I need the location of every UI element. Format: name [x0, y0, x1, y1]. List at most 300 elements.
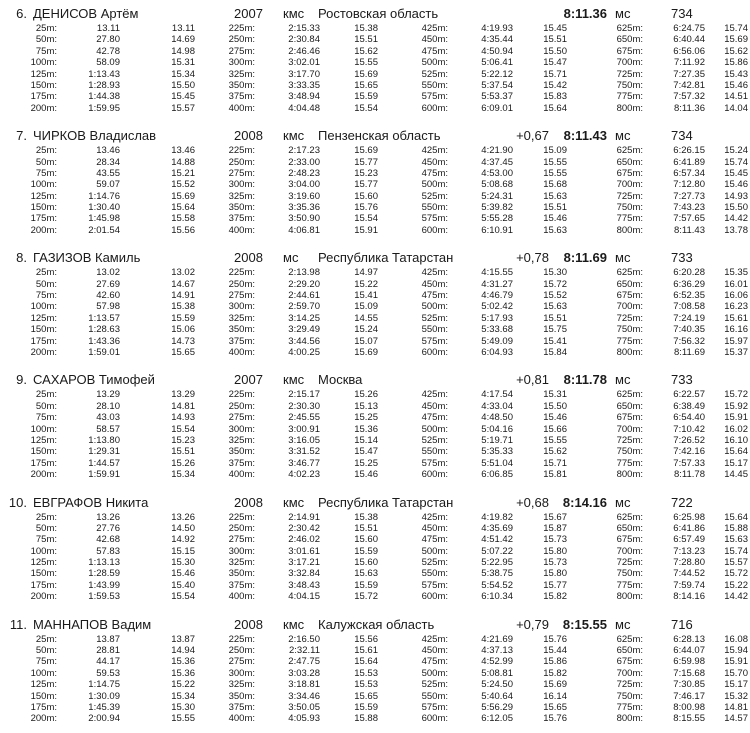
- split-cumulative-time: 7:13.23: [673, 545, 705, 557]
- split-distance-label: 800m:: [616, 713, 643, 725]
- split-lap-time: 15.07: [354, 335, 378, 347]
- split-distance-label: 325m:: [228, 190, 255, 202]
- points: 716: [671, 616, 693, 632]
- split-lap-time: 15.74: [724, 156, 748, 168]
- split-cumulative-time: 1:59.01: [88, 346, 120, 358]
- split-lap-time: 15.43: [724, 68, 748, 80]
- split-cumulative-time: 27.69: [96, 278, 120, 290]
- split-distance-label: 525m:: [421, 679, 448, 691]
- split-cumulative-time: 7:08.58: [673, 301, 705, 313]
- split-row: [0, 290, 750, 301]
- split-lap-time: 15.51: [543, 34, 567, 46]
- split-lap-time: 15.38: [354, 23, 378, 34]
- split-cumulative-time: 6:54.40: [673, 412, 705, 424]
- split-cumulative-time: 5:24.50: [481, 679, 513, 691]
- split-distance-label: 200m:: [30, 102, 57, 114]
- split-distance-label: 650m:: [616, 522, 643, 534]
- split-distance-label: 425m:: [421, 511, 448, 523]
- split-lap-time: 15.23: [171, 434, 195, 446]
- split-cumulative-time: 59.53: [96, 667, 120, 679]
- split-cumulative-time: 1:28.63: [88, 324, 120, 336]
- final-time: 8:11.36: [563, 6, 607, 21]
- split-lap-time: 14.81: [724, 701, 748, 713]
- split-row: [0, 469, 750, 480]
- split-cumulative-time: 2:15.33: [288, 23, 320, 34]
- time-gap: +0,78: [516, 250, 549, 266]
- split-row: [0, 179, 750, 190]
- split-row: [0, 191, 750, 202]
- split-cumulative-time: 5:08.68: [481, 179, 513, 191]
- split-row: [0, 645, 750, 656]
- split-distance-label: 150m:: [30, 79, 57, 91]
- split-distance-label: 275m:: [228, 290, 255, 302]
- split-cumulative-time: 2:29.20: [288, 278, 320, 290]
- split-cumulative-time: 6:24.75: [673, 23, 705, 34]
- split-cumulative-time: 2:46.46: [288, 45, 320, 57]
- split-distance-label: 225m:: [228, 633, 255, 645]
- split-distance-label: 475m:: [421, 45, 448, 57]
- split-lap-time: 13.78: [724, 224, 748, 236]
- split-row: [0, 69, 750, 80]
- split-distance-label: 200m:: [30, 713, 57, 725]
- split-lap-time: 15.70: [724, 667, 748, 679]
- split-distance-label: 800m:: [616, 224, 643, 236]
- split-cumulative-time: 8:11.69: [674, 346, 705, 358]
- result-rank: мс: [615, 616, 631, 632]
- split-distance-label: 400m:: [228, 224, 255, 236]
- split-cumulative-time: 5:54.52: [481, 579, 513, 591]
- split-cumulative-time: 4:04.15: [288, 591, 320, 603]
- split-cumulative-time: 27.80: [96, 34, 120, 46]
- split-lap-time: 15.45: [171, 91, 195, 103]
- split-distance-label: 550m:: [421, 324, 448, 336]
- split-lap-time: 16.01: [724, 278, 748, 290]
- split-lap-time: 15.86: [724, 57, 748, 69]
- split-lap-time: 15.41: [354, 290, 378, 302]
- split-lap-time: 15.56: [354, 633, 378, 645]
- split-lap-time: 15.37: [724, 346, 748, 358]
- split-cumulative-time: 1:13.57: [88, 312, 120, 324]
- split-distance-label: 100m:: [30, 301, 57, 313]
- split-distance-label: 200m:: [30, 591, 57, 603]
- split-cumulative-time: 1:59.53: [88, 591, 120, 603]
- split-cumulative-time: 7:46.17: [673, 690, 705, 702]
- split-distance-label: 550m:: [421, 690, 448, 702]
- split-lap-time: 15.57: [724, 557, 748, 569]
- split-row: [0, 336, 750, 347]
- split-cumulative-time: 7:11.92: [674, 57, 705, 69]
- split-cumulative-time: 4:17.54: [481, 389, 513, 401]
- split-lap-time: 15.88: [724, 522, 748, 534]
- entry-rank: кмс: [283, 128, 305, 144]
- split-distance-label: 475m:: [421, 534, 448, 546]
- split-lap-time: 15.91: [724, 656, 748, 668]
- split-cumulative-time: 2:01.54: [88, 224, 120, 236]
- split-cumulative-time: 4:06.81: [288, 224, 320, 236]
- split-cumulative-time: 4:19.82: [481, 511, 513, 523]
- split-cumulative-time: 3:31.52: [288, 446, 320, 458]
- split-cumulative-time: 6:57.34: [673, 167, 705, 179]
- split-distance-label: 325m:: [228, 679, 255, 691]
- entry-rank: кмс: [283, 494, 305, 510]
- split-distance-label: 625m:: [616, 145, 643, 157]
- swimmer-block: [0, 128, 750, 236]
- split-lap-time: 15.76: [543, 633, 567, 645]
- split-lap-time: 15.67: [543, 511, 567, 523]
- split-lap-time: 14.97: [354, 267, 378, 279]
- split-lap-time: 15.77: [543, 579, 567, 591]
- split-distance-label: 575m:: [421, 91, 448, 103]
- swimmer-block: [0, 372, 750, 480]
- split-distance-label: 425m:: [421, 633, 448, 645]
- split-lap-time: 15.77: [354, 156, 378, 168]
- points: 734: [671, 128, 693, 144]
- split-cumulative-time: 3:44.56: [288, 335, 320, 347]
- split-row: [0, 80, 750, 91]
- split-cumulative-time: 4:04.48: [288, 102, 320, 114]
- split-distance-label: 425m:: [421, 389, 448, 401]
- split-cumulative-time: 2:30.84: [288, 34, 320, 46]
- swimmer-place: 6.: [16, 6, 27, 21]
- split-row: [0, 202, 750, 213]
- split-cumulative-time: 6:56.06: [673, 45, 705, 57]
- split-lap-time: 15.58: [171, 213, 195, 225]
- split-lap-time: 15.30: [171, 557, 195, 569]
- split-row: [0, 103, 750, 114]
- split-lap-time: 15.60: [354, 534, 378, 546]
- split-distance-label: 175m:: [30, 457, 57, 469]
- split-distance-label: 325m:: [228, 312, 255, 324]
- split-cumulative-time: 42.60: [96, 290, 120, 302]
- split-lap-time: 15.77: [354, 179, 378, 191]
- split-cumulative-time: 8:00.98: [673, 701, 705, 713]
- split-cumulative-time: 5:39.82: [481, 202, 513, 214]
- split-distance-label: 25m:: [35, 389, 57, 401]
- split-lap-time: 15.09: [354, 301, 378, 313]
- split-lap-time: 14.94: [171, 645, 195, 657]
- split-distance-label: 425m:: [421, 267, 448, 279]
- split-distance-label: 250m:: [228, 400, 255, 412]
- split-distance-label: 700m:: [616, 179, 643, 191]
- split-cumulative-time: 7:42.81: [673, 79, 705, 91]
- split-distance-label: 650m:: [616, 34, 643, 46]
- birth-year: 2007: [234, 6, 263, 21]
- split-distance-label: 25m:: [35, 511, 57, 523]
- split-distance-label: 50m:: [35, 278, 57, 290]
- swimmer-block: [0, 617, 750, 725]
- split-cumulative-time: 59.07: [96, 179, 120, 191]
- split-cumulative-time: 1:30.40: [88, 202, 120, 214]
- swimmer-name: ДЕНИСОВ Артём: [33, 6, 139, 21]
- split-lap-time: 15.46: [724, 79, 748, 91]
- split-lap-time: 14.55: [354, 312, 378, 324]
- split-lap-time: 14.98: [171, 45, 195, 57]
- split-cumulative-time: 2:59.70: [288, 301, 320, 313]
- split-distance-label: 100m:: [30, 423, 57, 435]
- split-row: [0, 57, 750, 68]
- split-distance-label: 150m:: [30, 568, 57, 580]
- split-distance-label: 25m:: [35, 145, 57, 157]
- entry-rank: кмс: [283, 372, 305, 388]
- swimmer-name: ЧИРКОВ Владислав: [33, 128, 157, 144]
- split-distance-label: 125m:: [30, 434, 57, 446]
- split-distance-label: 625m:: [616, 267, 643, 279]
- split-distance-label: 450m:: [421, 34, 448, 46]
- split-row: [0, 347, 750, 358]
- split-cumulative-time: 7:12.80: [673, 179, 705, 191]
- split-distance-label: 25m:: [35, 633, 57, 645]
- split-cumulative-time: 1:45.98: [88, 213, 120, 225]
- split-cumulative-time: 13.26: [96, 511, 120, 523]
- split-cumulative-time: 6:20.28: [673, 267, 705, 279]
- split-distance-label: 550m:: [421, 568, 448, 580]
- split-lap-time: 15.46: [543, 213, 567, 225]
- splits-table: [0, 267, 750, 358]
- split-lap-time: 15.52: [171, 179, 195, 191]
- split-cumulative-time: 3:01.61: [288, 545, 320, 557]
- split-distance-label: 150m:: [30, 690, 57, 702]
- split-cumulative-time: 2:48.23: [288, 167, 320, 179]
- split-cumulative-time: 2:45.55: [288, 412, 320, 424]
- split-distance-label: 675m:: [616, 45, 643, 57]
- split-lap-time: 14.93: [171, 412, 195, 424]
- swimmer-header: [0, 6, 750, 21]
- swimmer-place: 9.: [16, 372, 27, 388]
- split-lap-time: 15.51: [354, 34, 378, 46]
- split-lap-time: 15.46: [724, 179, 748, 191]
- birth-year: 2008: [234, 250, 263, 266]
- split-distance-label: 50m:: [35, 645, 57, 657]
- split-cumulative-time: 7:27.73: [673, 190, 705, 202]
- split-distance-label: 125m:: [30, 557, 57, 569]
- split-row: [0, 568, 750, 579]
- split-lap-time: 15.09: [543, 145, 567, 157]
- split-distance-label: 450m:: [421, 645, 448, 657]
- split-cumulative-time: 2:13.98: [288, 267, 320, 279]
- split-lap-time: 15.82: [543, 667, 567, 679]
- split-distance-label: 725m:: [616, 434, 643, 446]
- split-distance-label: 425m:: [421, 145, 448, 157]
- split-distance-label: 150m:: [30, 446, 57, 458]
- split-distance-label: 300m:: [228, 301, 255, 313]
- split-distance-label: 600m:: [421, 346, 448, 358]
- split-row: [0, 23, 750, 34]
- split-distance-label: 75m:: [35, 412, 57, 424]
- region: Пензенская область: [318, 128, 441, 144]
- split-distance-label: 325m:: [228, 68, 255, 80]
- split-lap-time: 13.26: [171, 511, 195, 523]
- splits-table: [0, 512, 750, 603]
- split-lap-time: 16.06: [724, 290, 748, 302]
- split-lap-time: 15.74: [724, 23, 748, 34]
- split-lap-time: 15.63: [724, 534, 748, 546]
- split-distance-label: 475m:: [421, 656, 448, 668]
- split-distance-label: 500m:: [421, 423, 448, 435]
- split-cumulative-time: 3:32.84: [288, 568, 320, 580]
- split-distance-label: 750m:: [616, 446, 643, 458]
- split-cumulative-time: 8:11.78: [674, 469, 705, 481]
- split-distance-label: 525m:: [421, 190, 448, 202]
- split-distance-label: 700m:: [616, 667, 643, 679]
- split-distance-label: 775m:: [616, 701, 643, 713]
- split-distance-label: 375m:: [228, 457, 255, 469]
- split-cumulative-time: 6:57.49: [673, 534, 705, 546]
- result-rank: мс: [615, 494, 631, 510]
- split-cumulative-time: 4:33.04: [481, 400, 513, 412]
- split-distance-label: 575m:: [421, 213, 448, 225]
- split-cumulative-time: 28.34: [96, 156, 120, 168]
- split-cumulative-time: 4:05.93: [288, 713, 320, 725]
- split-lap-time: 14.50: [171, 522, 195, 534]
- split-distance-label: 50m:: [35, 400, 57, 412]
- split-row: [0, 46, 750, 57]
- split-cumulative-time: 3:17.21: [288, 557, 320, 569]
- split-lap-time: 16.23: [724, 301, 748, 313]
- split-lap-time: 15.38: [354, 511, 378, 523]
- split-cumulative-time: 5:35.33: [481, 446, 513, 458]
- split-lap-time: 15.34: [171, 690, 195, 702]
- split-cumulative-time: 13.02: [96, 267, 120, 279]
- split-distance-label: 700m:: [616, 423, 643, 435]
- split-cumulative-time: 6:26.15: [673, 145, 705, 157]
- split-lap-time: 15.63: [543, 190, 567, 202]
- split-lap-time: 15.59: [354, 545, 378, 557]
- split-distance-label: 350m:: [228, 324, 255, 336]
- split-cumulative-time: 2:44.61: [288, 290, 320, 302]
- split-row: [0, 557, 750, 568]
- split-cumulative-time: 4:21.90: [481, 145, 513, 157]
- points: 734: [671, 6, 693, 21]
- split-distance-label: 300m:: [228, 179, 255, 191]
- split-cumulative-time: 5:37.54: [481, 79, 513, 91]
- split-distance-label: 75m:: [35, 290, 57, 302]
- split-distance-label: 350m:: [228, 568, 255, 580]
- split-cumulative-time: 58.09: [96, 57, 120, 69]
- split-cumulative-time: 1:28.59: [88, 568, 120, 580]
- split-lap-time: 15.72: [543, 278, 567, 290]
- split-distance-label: 675m:: [616, 656, 643, 668]
- split-cumulative-time: 5:49.09: [481, 335, 513, 347]
- split-lap-time: 15.46: [543, 412, 567, 424]
- split-cumulative-time: 4:50.94: [481, 45, 513, 57]
- split-distance-label: 175m:: [30, 701, 57, 713]
- time-gap: +0,67: [516, 128, 549, 144]
- split-cumulative-time: 5:56.29: [481, 701, 513, 713]
- split-cumulative-time: 4:46.79: [481, 290, 513, 302]
- split-lap-time: 14.45: [724, 469, 748, 481]
- split-lap-time: 15.30: [543, 267, 567, 279]
- split-lap-time: 14.57: [724, 713, 748, 725]
- split-distance-label: 75m:: [35, 534, 57, 546]
- split-distance-label: 650m:: [616, 278, 643, 290]
- split-distance-label: 475m:: [421, 412, 448, 424]
- split-lap-time: 15.55: [543, 167, 567, 179]
- split-distance-label: 250m:: [228, 522, 255, 534]
- split-distance-label: 25m:: [35, 23, 57, 34]
- split-distance-label: 100m:: [30, 57, 57, 69]
- splits-table: [0, 634, 750, 725]
- split-lap-time: 15.51: [354, 522, 378, 534]
- split-cumulative-time: 7:44.52: [673, 568, 705, 580]
- split-cumulative-time: 7:27.35: [673, 68, 705, 80]
- split-lap-time: 14.67: [171, 278, 195, 290]
- split-lap-time: 15.59: [354, 579, 378, 591]
- split-distance-label: 750m:: [616, 202, 643, 214]
- split-lap-time: 15.50: [724, 202, 748, 214]
- split-lap-time: 15.51: [543, 312, 567, 324]
- split-distance-label: 375m:: [228, 213, 255, 225]
- split-cumulative-time: 7:26.52: [673, 434, 705, 446]
- split-lap-time: 15.14: [354, 434, 378, 446]
- split-lap-time: 15.73: [543, 557, 567, 569]
- split-lap-time: 16.02: [724, 423, 748, 435]
- split-row: [0, 702, 750, 713]
- split-lap-time: 15.44: [543, 645, 567, 657]
- split-distance-label: 275m:: [228, 167, 255, 179]
- split-row: [0, 591, 750, 602]
- split-distance-label: 675m:: [616, 412, 643, 424]
- split-cumulative-time: 7:24.19: [673, 312, 705, 324]
- split-cumulative-time: 7:30.85: [673, 679, 705, 691]
- split-row: [0, 634, 750, 645]
- split-row: [0, 691, 750, 702]
- split-cumulative-time: 4:37.13: [481, 645, 513, 657]
- split-cumulative-time: 28.10: [96, 400, 120, 412]
- split-lap-time: 15.64: [724, 446, 748, 458]
- time-gap: +0,79: [516, 616, 549, 632]
- split-distance-label: 375m:: [228, 701, 255, 713]
- split-distance-label: 75m:: [35, 167, 57, 179]
- split-lap-time: 15.35: [724, 267, 748, 279]
- split-cumulative-time: 8:15.55: [673, 713, 705, 725]
- split-row: [0, 313, 750, 324]
- split-cumulative-time: 1:44.38: [88, 91, 120, 103]
- split-cumulative-time: 5:06.41: [481, 57, 513, 69]
- split-lap-time: 15.54: [171, 591, 195, 603]
- split-distance-label: 125m:: [30, 68, 57, 80]
- split-row: [0, 512, 750, 523]
- split-cumulative-time: 6:59.98: [673, 656, 705, 668]
- split-cumulative-time: 1:30.09: [88, 690, 120, 702]
- split-cumulative-time: 8:14.16: [673, 591, 705, 603]
- result-rank: мс: [615, 250, 631, 266]
- split-distance-label: 325m:: [228, 434, 255, 446]
- split-cumulative-time: 4:35.44: [481, 34, 513, 46]
- splits-table: [0, 389, 750, 480]
- split-distance-label: 250m:: [228, 34, 255, 46]
- split-lap-time: 15.72: [724, 389, 748, 401]
- split-distance-label: 500m:: [421, 301, 448, 313]
- split-cumulative-time: 28.81: [96, 645, 120, 657]
- split-lap-time: 15.64: [354, 656, 378, 668]
- split-distance-label: 225m:: [228, 23, 255, 34]
- split-cumulative-time: 3:04.00: [288, 179, 320, 191]
- split-cumulative-time: 5:04.16: [481, 423, 513, 435]
- split-cumulative-time: 5:19.71: [481, 434, 513, 446]
- split-distance-label: 575m:: [421, 579, 448, 591]
- split-lap-time: 15.69: [354, 346, 378, 358]
- split-distance-label: 725m:: [616, 190, 643, 202]
- split-cumulative-time: 1:28.93: [88, 79, 120, 91]
- split-lap-time: 14.92: [171, 534, 195, 546]
- split-lap-time: 15.59: [354, 91, 378, 103]
- split-lap-time: 15.55: [171, 713, 195, 725]
- split-cumulative-time: 6:36.29: [673, 278, 705, 290]
- split-cumulative-time: 6:41.86: [673, 522, 705, 534]
- split-lap-time: 15.65: [354, 79, 378, 91]
- split-lap-time: 15.50: [543, 45, 567, 57]
- swimmer-name: ЕВГРАФОВ Никита: [33, 494, 149, 510]
